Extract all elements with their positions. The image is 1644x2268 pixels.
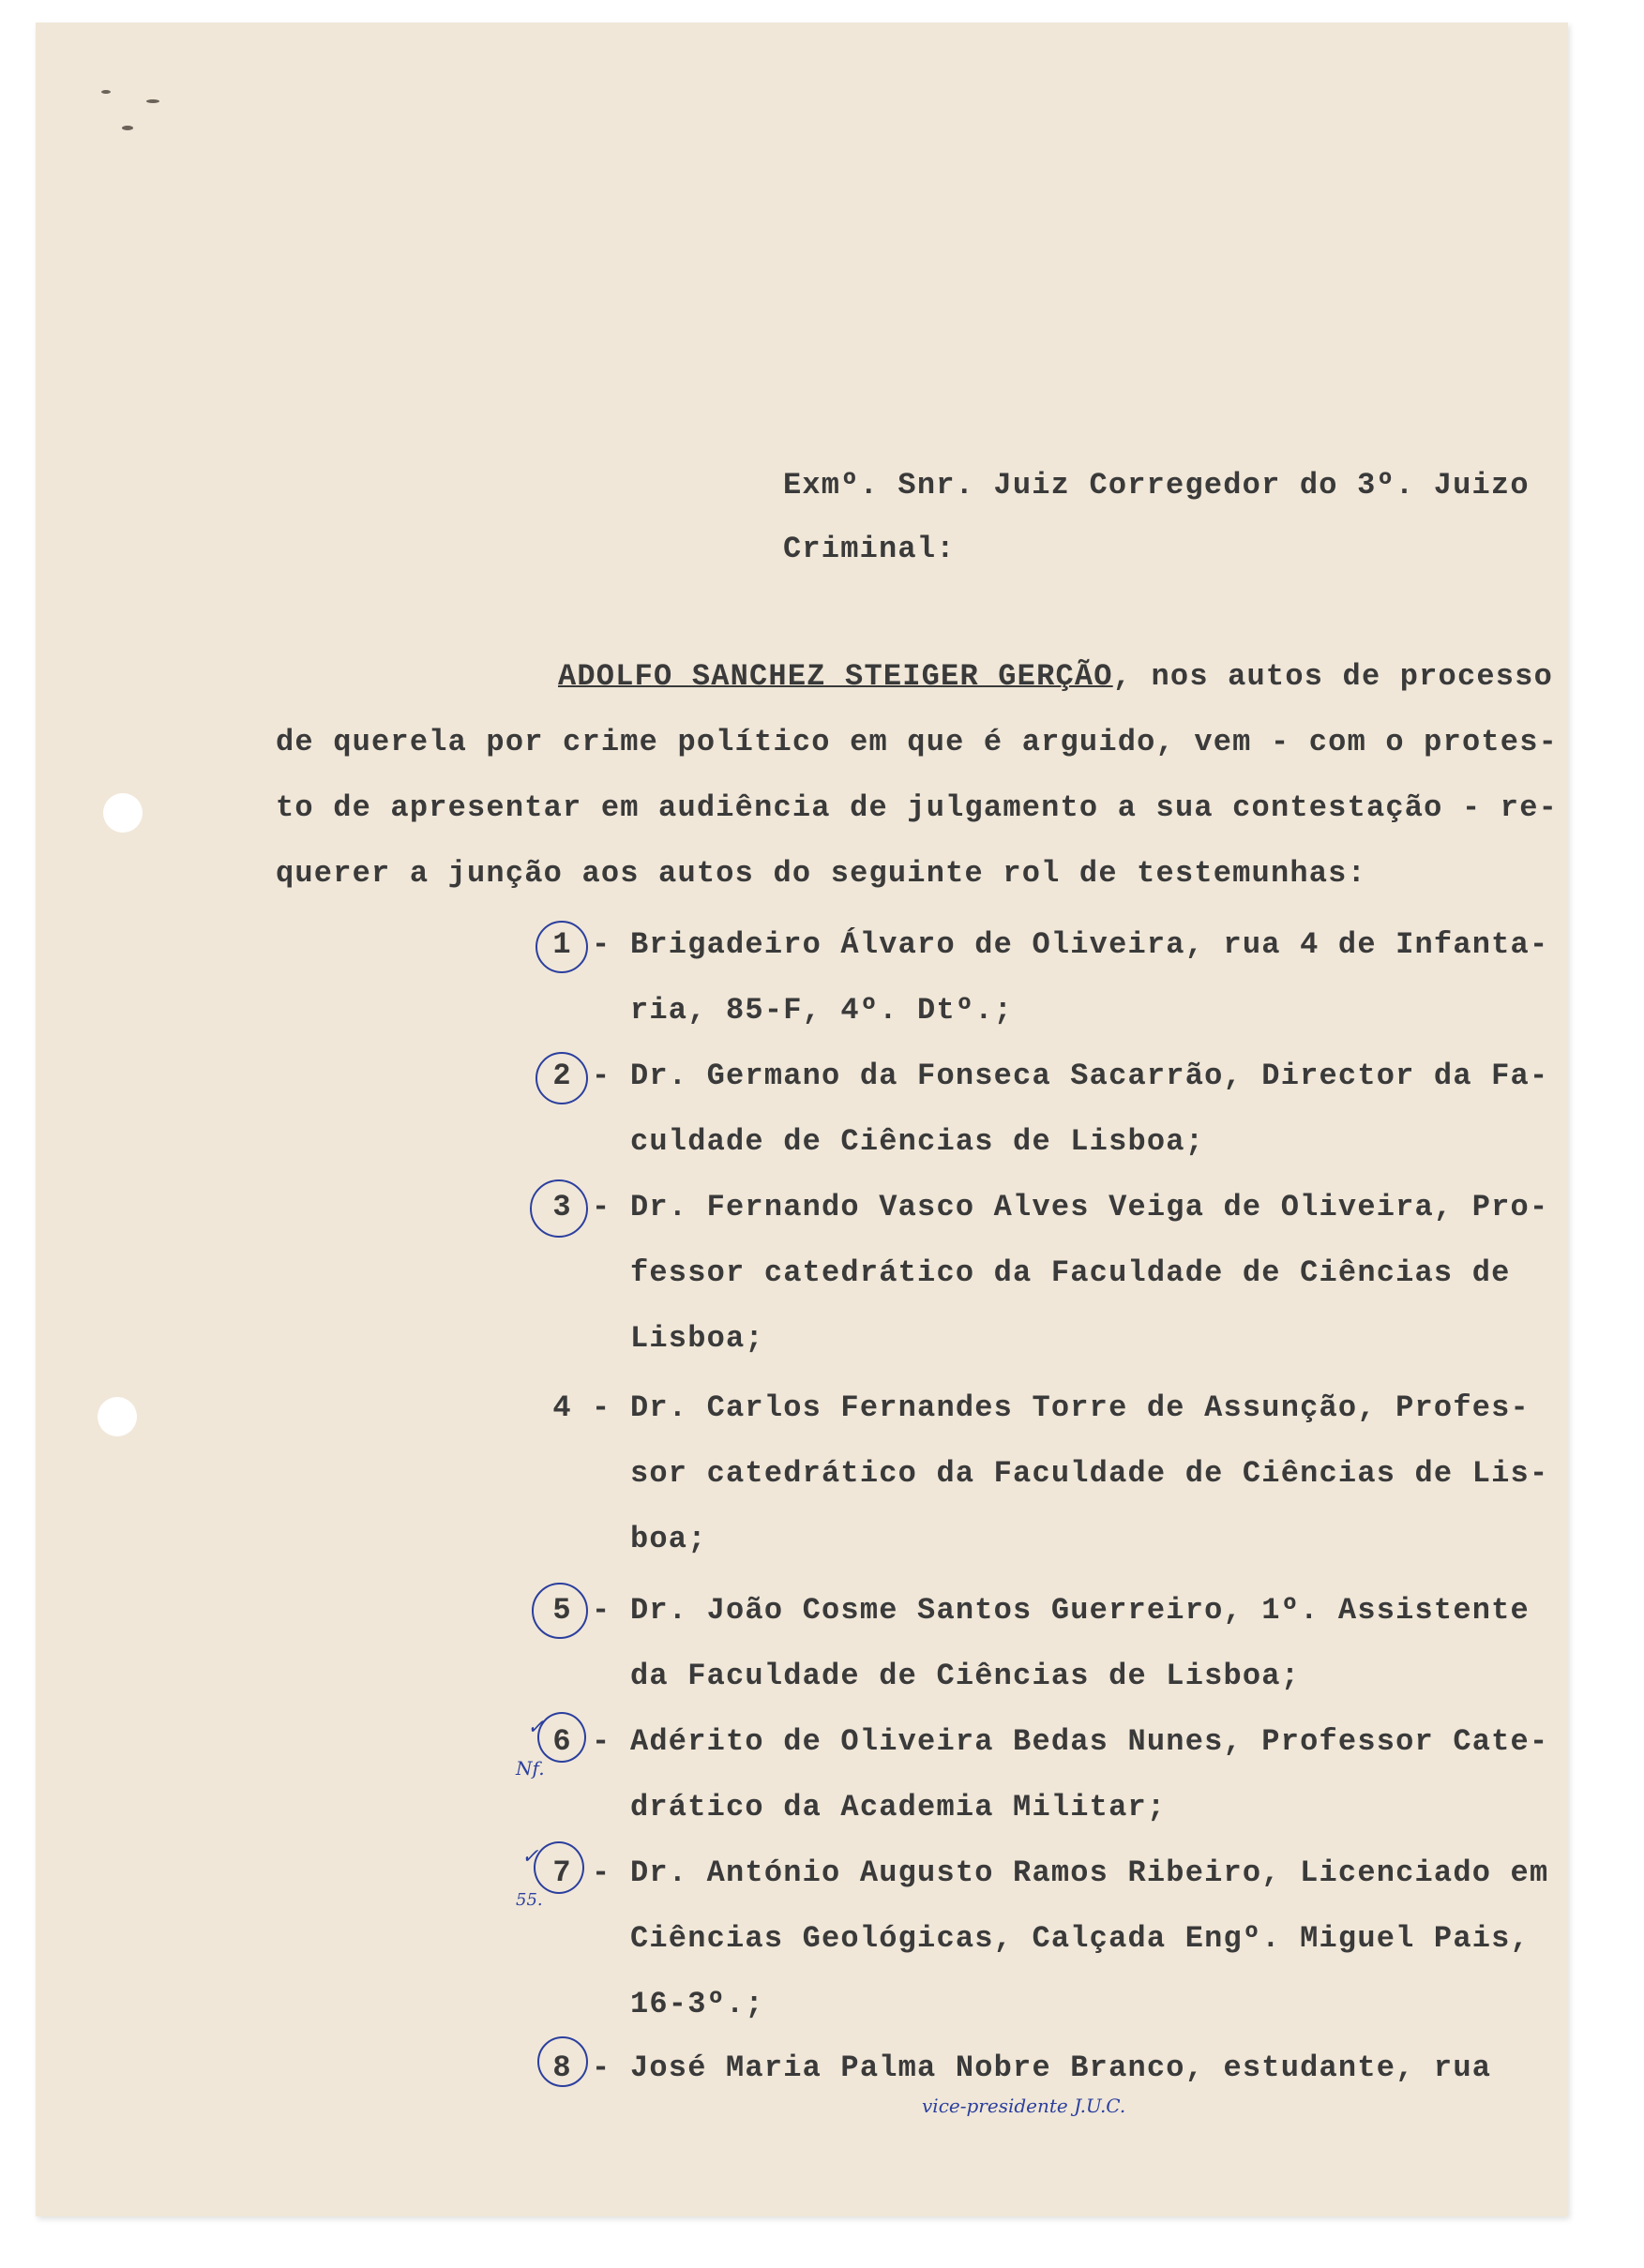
paper-speck xyxy=(122,126,133,130)
paper-speck xyxy=(146,99,159,103)
intro-line-4: querer a junção aos autos do seguinte rol de testemunhas: xyxy=(276,856,1366,891)
intro-line-3: to de apresentar em audiência de julgamento a sua contestação - re- xyxy=(276,790,1559,825)
witness-7-line-3: 16-3º.; xyxy=(630,1987,764,2021)
witness-8-line-1: José Maria Palma Nobre Branco, estudante, rua xyxy=(630,2050,1492,2085)
witness-7-number: 7 xyxy=(552,1855,571,1890)
witness-7-line-1: Dr. António Augusto Ramos Ribeiro, Licenciado em xyxy=(630,1855,1549,1890)
witness-1-line-1: Brigadeiro Álvaro de Oliveira, rua 4 de Infanta- xyxy=(630,927,1549,962)
witness-8-dash: - xyxy=(592,2050,611,2085)
intro-line-1-rest: , nos autos de processo xyxy=(1112,659,1553,694)
witness-3-line-3: Lisboa; xyxy=(630,1321,764,1356)
intro-line-1 xyxy=(558,659,1553,694)
addressee-line-2: Criminal: xyxy=(783,532,956,566)
witness-1-line-2: ria, 85-F, 4º. Dtº.; xyxy=(630,993,1014,1028)
defendant-name: ADOLFO SANCHEZ STEIGER GERÇÃO xyxy=(558,659,1113,694)
witness-5-number: 5 xyxy=(552,1593,571,1628)
witness-5-line-2: da Faculdade de Ciências de Lisboa; xyxy=(630,1659,1301,1693)
witness-4-line-3: boa; xyxy=(630,1522,707,1556)
witness-2-number: 2 xyxy=(552,1059,571,1093)
intro-line-2: de querela por crime político em que é arguido, vem - com o protes- xyxy=(276,725,1559,759)
witness-3-number: 3 xyxy=(552,1190,571,1224)
witness-8-number: 8 xyxy=(552,2050,571,2085)
paper-speck xyxy=(101,90,111,94)
witness-4-line-1: Dr. Carlos Fernandes Torre de Assunção, Profes- xyxy=(630,1390,1530,1425)
witness-7-line-2: Ciências Geológicas, Calçada Engº. Miguel Pais, xyxy=(630,1921,1530,1956)
witness-2-line-2: culdade de Ciências de Lisboa; xyxy=(630,1124,1205,1159)
witness-7-dash: - xyxy=(592,1855,611,1890)
witness-3-dash: - xyxy=(592,1190,611,1224)
witness-6-line-2: drático da Academia Militar; xyxy=(630,1790,1167,1825)
witness-5-line-1: Dr. João Cosme Santos Guerreiro, 1º. Assistente xyxy=(630,1593,1530,1628)
witness-2-line-1: Dr. Germano da Fonseca Sacarrão, Director da Fa- xyxy=(630,1059,1549,1093)
witness-6-checkmark: ✓ xyxy=(527,1716,545,1739)
witness-6-dash: - xyxy=(592,1724,611,1759)
punch-hole-bottom xyxy=(98,1397,137,1436)
witness-4-number: 4 xyxy=(552,1390,571,1425)
witness-3-line-1: Dr. Fernando Vasco Alves Veiga de Oliveira, Pro- xyxy=(630,1190,1549,1224)
witness-6-handwritten-note: Nf. xyxy=(516,1757,545,1780)
witness-2-dash: - xyxy=(592,1059,611,1093)
witness-1-dash: - xyxy=(592,927,611,962)
punch-hole-top xyxy=(103,793,143,833)
witness-4-dash: - xyxy=(592,1390,611,1425)
addressee-line-1: Exmº. Snr. Juiz Corregedor do 3º. Juizo xyxy=(783,468,1530,503)
witness-4-line-2: sor catedrático da Faculdade de Ciências de Lis- xyxy=(630,1456,1549,1491)
witness-6-number: 6 xyxy=(552,1724,571,1759)
witness-7-checkmark: ✓ xyxy=(521,1845,539,1869)
witness-8-handwritten-note: vice-presidente J.U.C. xyxy=(922,2095,1126,2117)
witness-6-line-1: Adérito de Oliveira Bedas Nunes, Professor Cate- xyxy=(630,1724,1549,1759)
document-page xyxy=(36,23,1568,2216)
witness-5-dash: - xyxy=(592,1593,611,1628)
witness-7-handwritten-note: 55. xyxy=(516,1890,543,1910)
witness-1-number: 1 xyxy=(552,927,571,962)
witness-3-line-2: fessor catedrático da Faculdade de Ciências de xyxy=(630,1255,1511,1290)
